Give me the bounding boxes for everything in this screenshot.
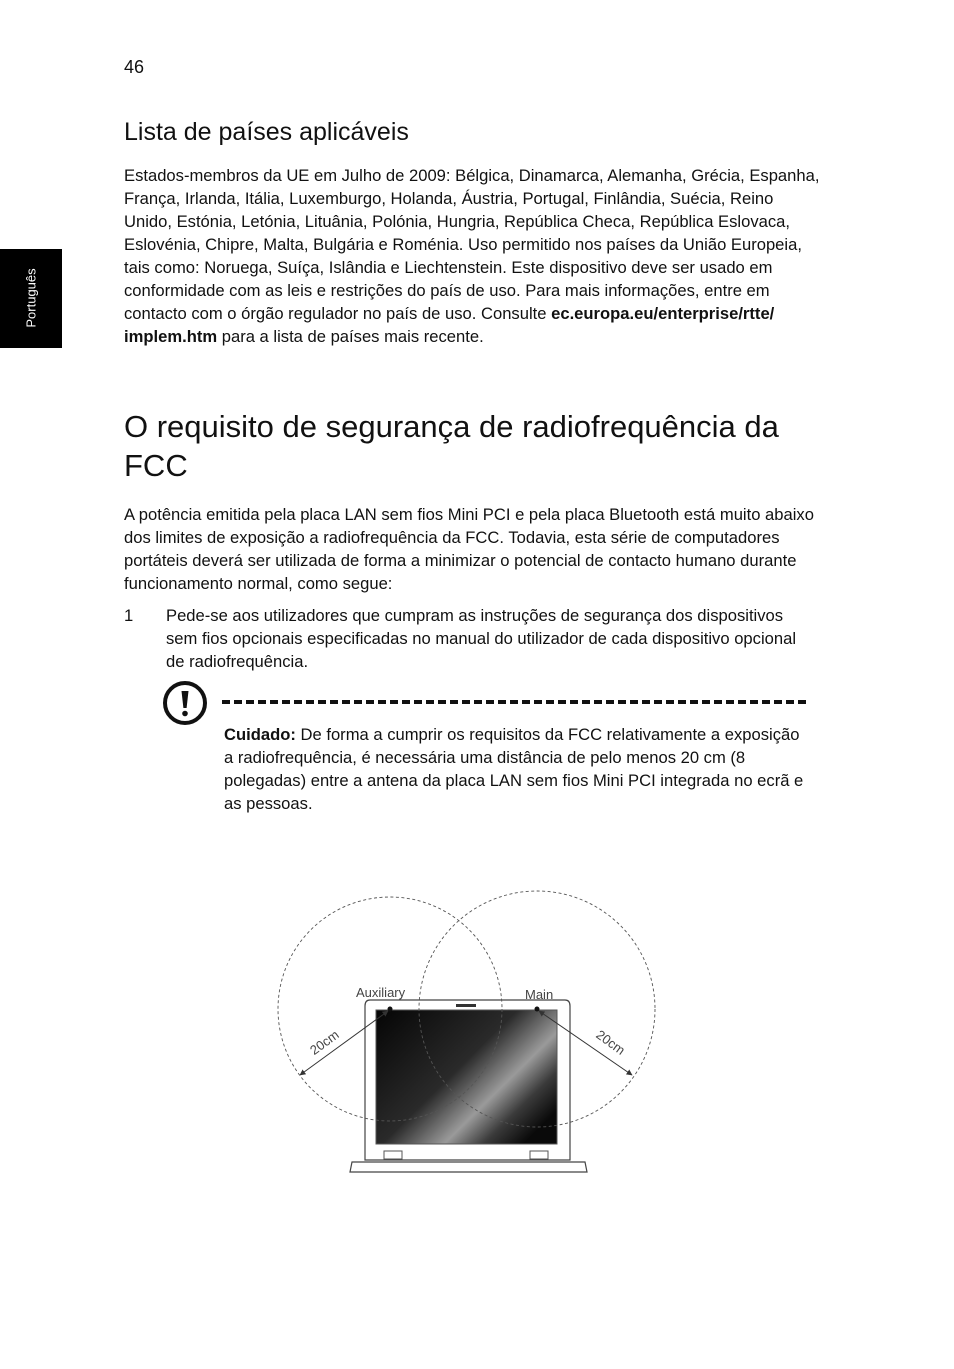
caution-note [224,723,804,815]
fcc-intro-paragraph: A potência emitida pela placa LAN sem fios Mini PCI e pela placa Bluetooth está muito abaixo dos limites de exposição a radiofrequência da FCC. Todavia, esta série de computadores portáteis deverá ser utilizada de forma a minimizar o potencial de contacto humano durante funcionamento normal, como segue: [124,505,814,593]
page-number: 46 [124,57,145,77]
reference-url: ec.europa.eu/enterprise/rtte/ implem.htm [124,304,775,346]
antenna-distance-diagram [270,880,670,1190]
auxiliary-antenna-point [388,1007,393,1012]
countries-text-end: para a lista de países mais recente. [217,327,484,346]
language-side-tab-label: Português [23,268,39,328]
countries-text: Estados-membros da UE em Julho de 2009: Bélgica, Dinamarca, Alemanha, Grécia, Espanha, França, Irlanda, Itália, Luxemburgo, Holanda, Áustria, Portugal, Finlândia, Suécia, Reino Unido, Estónia, Letónia, Lituânia, Polónia, Hungria, República Checa, República Eslovaca, Eslovénia, Chipre, Malta, Bulgária e Roménia. Uso permitido nos países da União Europeia, tais como: Noruega, Suíça, Islândia e Liechtenstein. Este dispositivo deve ser usado em conformidade com as leis e restrições do país de uso. Para mais informações, entre em contacto com o órgão regulador no país de uso. Consulte [124,166,820,323]
laptop-illustration [350,1000,587,1172]
section-heading-countries: Lista de países aplicáveis [124,118,409,146]
left-distance-label: 20cm [307,1026,342,1058]
list-item-number: 1 [124,606,134,625]
right-distance-label: 20cm [593,1026,628,1058]
caution-body: De forma a cumprir os requisitos da FCC relativamente a exposição a radiofrequência, é necessária uma distância de pelo menos 20 cm (8 polegadas) entre a antena da placa LAN sem fios Mini PCI integrada no ecrã e as pessoas. [224,725,804,813]
caution-icon [162,680,208,726]
caution-label: Cuidado: [224,725,296,744]
countries-paragraph [124,164,824,348]
language-side-tab [0,249,62,348]
auxiliary-label: Auxiliary [356,985,406,1000]
caution-divider [222,700,806,704]
list-item-text: Pede-se aos utilizadores que cumpram as instruções de segurança dos dispositivos sem fios opcionais especificadas no manual do utilizador de cada dispositivo opcional de radiofrequência. [166,606,797,671]
section-heading-fcc: O requisito de segurança de radiofrequência da FCC [124,409,779,483]
main-antenna-point [535,1007,540,1012]
main-label: Main [525,987,554,1002]
